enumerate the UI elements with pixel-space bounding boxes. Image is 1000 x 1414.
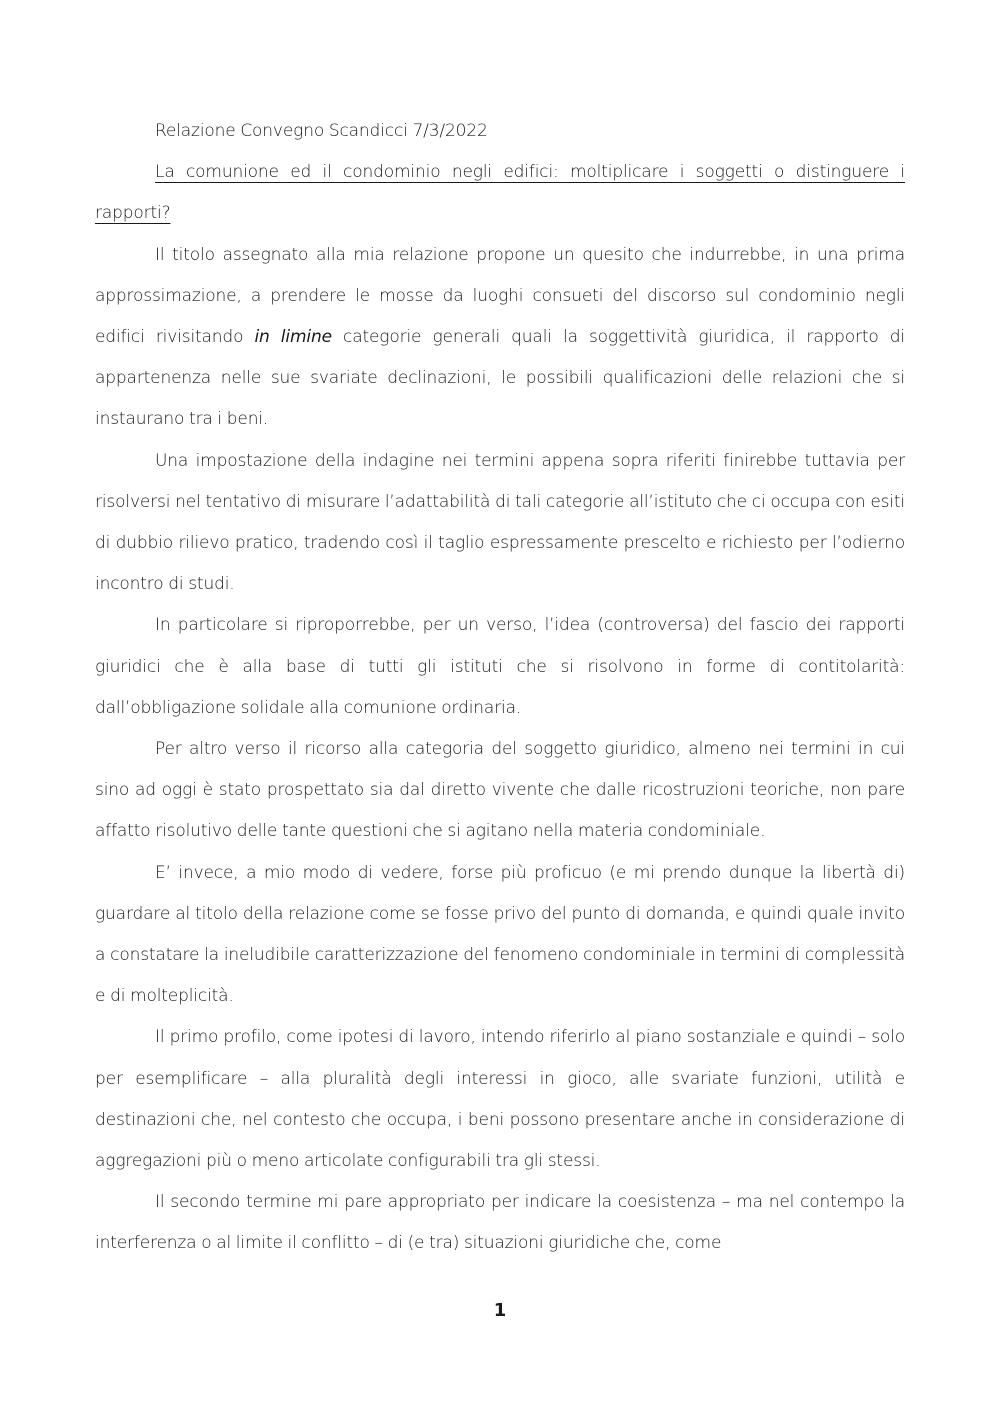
paragraph-7: Il secondo termine mi pare appropriato per indicare la coesistenza – ma nel contempo la interferenza o al limite il conflitto – di (e tra) situazioni giuridiche che, come: [95, 1192, 905, 1254]
paragraph-5: E’ invece, a mio modo di vedere, forse più proficuo (e mi prendo dunque la libertà di) guardare al titolo della relazione come se fosse privo del punto di domanda, e quindi quale invito a constatare la ineludibile caratterizzazione del fenomeno condominiale in termini di complessità e di molteplicità.: [95, 862, 905, 1007]
paragraph-1: [95, 235, 905, 441]
document-body: [95, 111, 905, 1265]
paragraph-1-italic: in limine: [254, 327, 332, 348]
paragraph-2: Una impostazione della indagine nei termini appena sopra riferiti finirebbe tuttavia per risolversi nel tentativo di misurare l’adattabilità di tali categorie all’istituto che ci occupa con esiti di dubbio rilievo pratico, tradendo così il taglio espressamente prescelto e richiesto per l’odierno incontro di studi.: [95, 450, 905, 595]
paragraph-1-part-2: categorie generali quali la soggettività giuridica, il rapporto di appartenenza nelle sue svariate declinazioni, le possibili qualificazioni delle relazioni che si instaurano tra i beni.: [95, 327, 905, 430]
document-title-text: La comunione ed il condominio negli edifici: moltiplicare i soggetti o distinguere i rapporti?: [95, 162, 905, 224]
document-heading: Relazione Convegno Scandicci 7/3/2022: [155, 121, 488, 141]
page-number: 1: [493, 1300, 507, 1321]
document-title: [95, 152, 905, 234]
paragraph-4: Per altro verso il ricorso alla categoria del soggetto giuridico, almeno nei termini in cui sino ad oggi è stato prospettato sia dal diretto vivente che dalle ricostruzioni teoriche, non pare affatto risolutivo delle tante questioni che si agitano nella materia condominiale.: [95, 739, 905, 842]
paragraph-6: Il primo profilo, come ipotesi di lavoro, intendo riferirlo al piano sostanziale e quindi – solo per esemplificare – alla pluralità degli interessi in gioco, alle svariate funzioni, utilità e destinazioni che, nel contesto che occupa, i beni possono presentare anche in considerazione di aggregazioni più o meno articolate configurabili tra gli stessi.: [95, 1027, 905, 1172]
paragraph-3: In particolare si riproporrebbe, per un verso, l’idea (controversa) del fascio dei rapporti giuridici che è alla base di tutti gli istituti che si risolvono in forme di contitolarità: dall’obbligazione solidale alla comunione ordinaria.: [95, 615, 905, 718]
paragraph-1-part-1: Il titolo assegnato alla mia relazione propone un quesito che indurrebbe, in una prima approssimazione, a prendere le mosse da luoghi consueti del discorso sul condominio negli edifici rivisitando: [95, 244, 905, 348]
